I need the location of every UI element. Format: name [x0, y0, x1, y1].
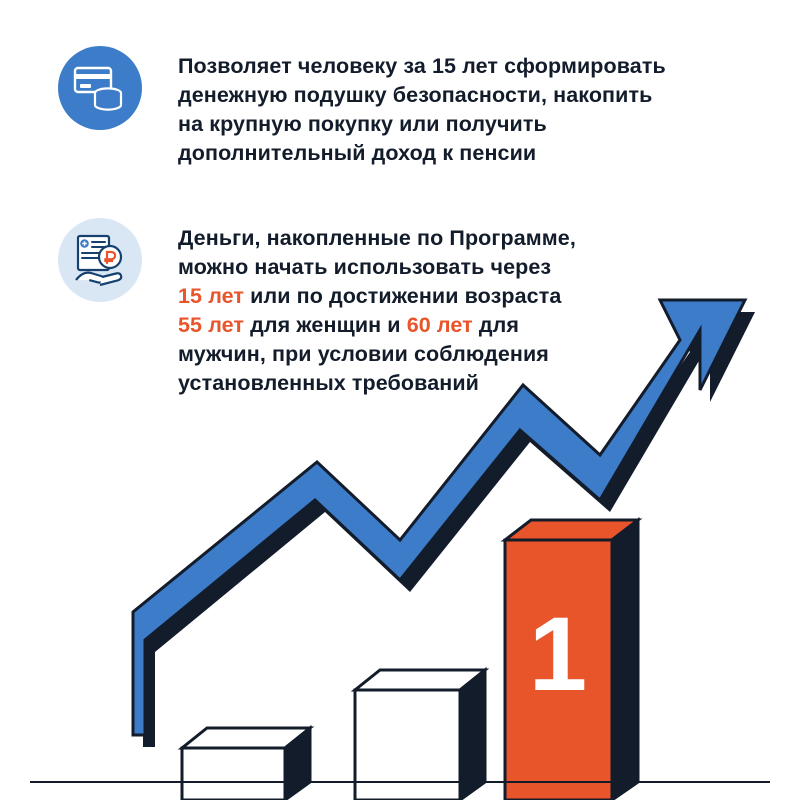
bullet-2-line-6: установленных требований [178, 371, 479, 395]
bullet-2-line-1: Деньги, накопленные по Программе, [178, 226, 576, 250]
bullet-1-line-2: денежную подушку безопасности, накопить [178, 83, 653, 107]
bullet-1-line-1: Позволяет человеку за 15 лет сформировать [178, 54, 666, 78]
bullet-item-1 [58, 46, 666, 168]
card-and-coins-icon [58, 46, 142, 130]
bullet-1-line-3: на крупную покупку или получить [178, 112, 547, 136]
bullet-text-1 [178, 46, 666, 168]
bullet-1-line-4: дополнительный доход к пенсии [178, 141, 537, 165]
bullet-text-2 [178, 218, 576, 398]
bullet-2-line-2: можно начать использовать через [178, 255, 552, 279]
baseline-rule [30, 781, 770, 783]
bullet-item-2 [58, 218, 576, 398]
bullet-2-highlight-55: 55 лет [178, 313, 245, 337]
hand-holding-document-ruble-icon [58, 218, 142, 302]
bullet-2-line-4-end: для [472, 313, 519, 337]
bullet-2-line-4-mid: для женщин и [244, 313, 407, 337]
bullet-2-highlight-60: 60 лет [406, 313, 473, 337]
bullet-2-line-5: мужчин, при условии соблюдения [178, 342, 549, 366]
bullet-2-highlight-15: 15 лет [178, 284, 245, 308]
podium-bar-3 [182, 728, 310, 800]
bullet-2-line-3-rest: или по достижении возраста [244, 284, 562, 308]
podium-bar-1 [505, 520, 638, 800]
podium-rank-label: 1 [528, 596, 588, 713]
